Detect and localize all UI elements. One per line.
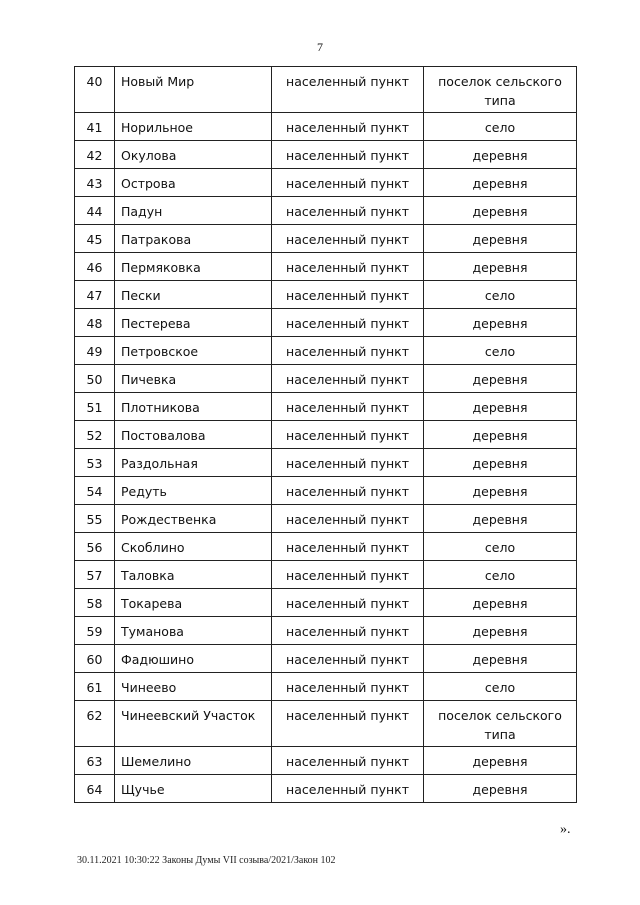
settlement-name-cell: Плотникова [115,393,272,421]
row-number-cell: 47 [75,281,115,309]
table-row [75,253,577,281]
table-row [75,561,577,589]
table-row [75,775,577,803]
table-row [75,393,577,421]
settlement-name-cell: Чинеевский Участок [115,701,272,747]
settlement-kind-cell: населенный пункт [272,673,424,701]
table-row [75,67,577,113]
row-number-cell: 51 [75,393,115,421]
settlement-name-cell: Редуть [115,477,272,505]
table-row [75,113,577,141]
settlement-name-cell: Пичевка [115,365,272,393]
settlement-name-cell: Пестерева [115,309,272,337]
settlement-kind-cell: населенный пункт [272,701,424,747]
table-row [75,533,577,561]
table-row [75,169,577,197]
settlement-type-cell: село [424,673,577,701]
table-row [75,589,577,617]
row-number-cell: 64 [75,775,115,803]
settlement-name-cell: Окулова [115,141,272,169]
table-row [75,337,577,365]
row-number-cell: 54 [75,477,115,505]
document-footer: 30.11.2021 10:30:22 Законы Думы VII созыва/2021/Закон 102 [77,855,336,866]
settlement-name-cell: Рождественка [115,505,272,533]
table-row [75,141,577,169]
settlement-kind-cell: населенный пункт [272,421,424,449]
row-number-cell: 52 [75,421,115,449]
settlement-type-cell: деревня [424,253,577,281]
row-number-cell: 55 [75,505,115,533]
settlement-type-cell: поселок сельского типа [424,67,577,113]
settlement-kind-cell: населенный пункт [272,617,424,645]
row-number-cell: 40 [75,67,115,113]
table-row [75,645,577,673]
table-row [75,281,577,309]
settlement-name-cell: Раздольная [115,449,272,477]
settlement-type-cell: деревня [424,365,577,393]
settlement-type-cell: село [424,337,577,365]
settlement-type-cell: деревня [424,197,577,225]
settlement-kind-cell: населенный пункт [272,533,424,561]
settlement-type-cell: деревня [424,393,577,421]
settlement-type-cell: деревня [424,169,577,197]
table-row [75,617,577,645]
settlement-type-cell: поселок сельского типа [424,701,577,747]
settlement-kind-cell: населенный пункт [272,225,424,253]
table-row [75,197,577,225]
row-number-cell: 42 [75,141,115,169]
row-number-cell: 53 [75,449,115,477]
settlement-kind-cell: населенный пункт [272,561,424,589]
settlement-kind-cell: населенный пункт [272,169,424,197]
settlement-name-cell: Новый Мир [115,67,272,113]
row-number-cell: 46 [75,253,115,281]
settlements-table-body [75,67,577,803]
settlement-kind-cell: населенный пункт [272,589,424,617]
settlement-name-cell: Фадюшино [115,645,272,673]
row-number-cell: 56 [75,533,115,561]
settlement-name-cell: Таловка [115,561,272,589]
closing-quote: ». [560,822,571,837]
settlement-kind-cell: населенный пункт [272,281,424,309]
settlement-name-cell: Шемелино [115,747,272,775]
table-row [75,225,577,253]
row-number-cell: 62 [75,701,115,747]
settlement-kind-cell: населенный пункт [272,775,424,803]
settlement-kind-cell: населенный пункт [272,645,424,673]
table-row [75,309,577,337]
settlement-kind-cell: населенный пункт [272,113,424,141]
row-number-cell: 57 [75,561,115,589]
settlement-kind-cell: населенный пункт [272,477,424,505]
settlement-type-cell: село [424,561,577,589]
page-number: 7 [317,40,323,54]
row-number-cell: 58 [75,589,115,617]
settlement-name-cell: Падун [115,197,272,225]
settlement-name-cell: Чинеево [115,673,272,701]
settlement-kind-cell: населенный пункт [272,67,424,113]
row-number-cell: 43 [75,169,115,197]
row-number-cell: 49 [75,337,115,365]
settlement-name-cell: Туманова [115,617,272,645]
settlement-name-cell: Петровское [115,337,272,365]
settlement-type-cell: деревня [424,309,577,337]
table-row [75,747,577,775]
settlement-type-cell: деревня [424,645,577,673]
row-number-cell: 44 [75,197,115,225]
table-row [75,477,577,505]
settlement-kind-cell: населенный пункт [272,197,424,225]
row-number-cell: 50 [75,365,115,393]
table-row [75,505,577,533]
settlement-kind-cell: населенный пункт [272,747,424,775]
settlement-kind-cell: населенный пункт [272,393,424,421]
row-number-cell: 60 [75,645,115,673]
settlement-name-cell: Норильное [115,113,272,141]
settlement-type-cell: деревня [424,421,577,449]
settlement-kind-cell: населенный пункт [272,365,424,393]
table-row [75,421,577,449]
table-row [75,365,577,393]
row-number-cell: 59 [75,617,115,645]
settlement-type-cell: деревня [424,589,577,617]
row-number-cell: 63 [75,747,115,775]
settlement-type-cell: село [424,533,577,561]
settlement-kind-cell: населенный пункт [272,253,424,281]
settlement-name-cell: Острова [115,169,272,197]
row-number-cell: 45 [75,225,115,253]
settlement-type-cell: деревня [424,141,577,169]
settlement-type-cell: село [424,113,577,141]
row-number-cell: 41 [75,113,115,141]
table-row [75,449,577,477]
table-row [75,673,577,701]
settlement-kind-cell: населенный пункт [272,337,424,365]
settlement-type-cell: село [424,281,577,309]
settlements-table [74,66,577,803]
settlement-name-cell: Пески [115,281,272,309]
table-row [75,701,577,747]
settlement-name-cell: Скоблино [115,533,272,561]
settlement-kind-cell: населенный пункт [272,505,424,533]
settlement-kind-cell: населенный пункт [272,309,424,337]
settlement-type-cell: деревня [424,775,577,803]
settlement-name-cell: Пермяковка [115,253,272,281]
settlement-name-cell: Постовалова [115,421,272,449]
settlement-type-cell: деревня [424,505,577,533]
settlement-type-cell: деревня [424,747,577,775]
settlement-name-cell: Щучье [115,775,272,803]
row-number-cell: 61 [75,673,115,701]
row-number-cell: 48 [75,309,115,337]
settlement-type-cell: деревня [424,225,577,253]
settlement-type-cell: деревня [424,477,577,505]
settlement-type-cell: деревня [424,449,577,477]
settlement-name-cell: Патракова [115,225,272,253]
settlement-name-cell: Токарева [115,589,272,617]
settlement-type-cell: деревня [424,617,577,645]
settlement-kind-cell: населенный пункт [272,141,424,169]
settlement-kind-cell: населенный пункт [272,449,424,477]
